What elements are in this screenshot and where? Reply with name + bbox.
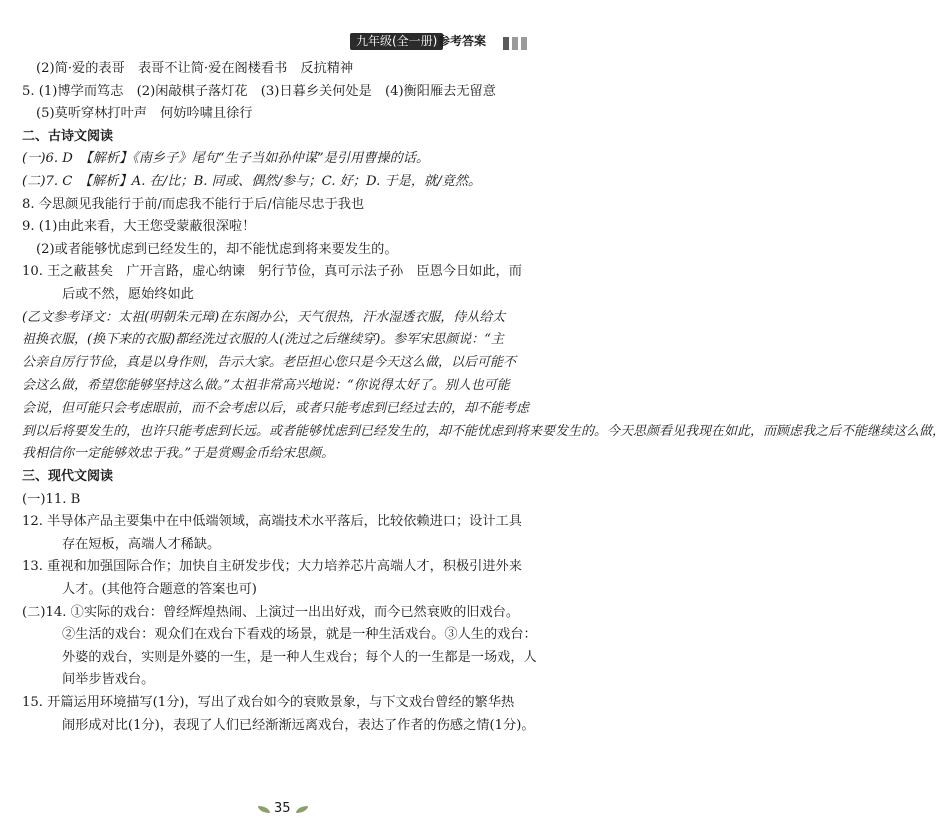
answer-line: (5)莫听穿林打叶声 何妨吟啸且徐行: [36, 106, 253, 122]
answer-line: 间举步皆戏台。: [62, 672, 155, 688]
answer-line: 人才。(其他符合题意的答案也可): [62, 582, 257, 598]
header-decoration: [503, 35, 530, 54]
answer-line: 10. 王之蔽甚矣 广开言路，虚心纳谏 躬行节俭，真可示法子孙 臣恩今日如此，而: [22, 264, 522, 280]
section-heading: 二、古诗文阅读: [22, 128, 114, 144]
answer-line: 后或不然，愿始终如此: [62, 286, 194, 302]
page-footer: [0, 800, 572, 830]
answer-line: 8. 今思颜见我能行于前/而虑我不能行于后/信能尽忠于我也: [22, 196, 365, 212]
answer-line: (2)或者能够忧虑到已经发生的，却不能忧虑到将来要发生的。: [36, 241, 398, 257]
answer-line: 13. 重视和加强国际合作；加快自主研发步伐；大力培养芯片高端人才，积极引进外来: [22, 559, 522, 575]
answer-line: 5. (1)博学而笃志 (2)闲敲棋子落灯花 (3)日暮乡关何处是 (4)衡阳雁去无留意: [22, 83, 496, 99]
answer-line: (二)14. ①实际的戏台：曾经辉煌热闹、上演过一出出好戏，而今已然衰败的旧戏台。: [22, 604, 520, 620]
answer-line: 会说，但可能只会考虑眼前，而不会考虑以后，或者只能考虑到已经过去的，却不能考虑: [22, 400, 530, 416]
answer-line: 我相信你一定能够效忠于我。”于是赏赐金币给宋思颜。: [22, 446, 335, 462]
leaf-right-icon: [296, 806, 308, 813]
answer-line: 祖换衣服，(换下来的衣服)都经洗过衣服的人(洗过之后继续穿)。参军宋思颜说：“主: [22, 332, 504, 348]
leaf-left-icon: [258, 806, 270, 813]
answer-line: 存在短板，高端人才稀缺。: [62, 536, 221, 552]
answer-line: 会这么做，希望您能够坚持这么做。”太祖非常高兴地说：“你说得太好了。别人也可能: [22, 377, 510, 393]
answer-line: 闹形成对比(1分)，表现了人们已经渐渐远离戏台，表达了作者的伤感之情(1分)。: [62, 717, 535, 733]
answer-line: (乙文参考译文：太祖(明朝朱元璋)在东阁办公，天气很热，汗水湿透衣服，侍从给太: [22, 309, 506, 325]
answer-line: ②生活的戏台：观众们在戏台下看戏的场景，就是一种生活戏台。③人生的戏台：: [62, 627, 537, 643]
answer-label: 参考答案: [438, 34, 487, 48]
answer-line: 12. 半导体产品主要集中在中低端领域，高端技术水平落后，比较依赖进口；设计工具: [22, 514, 522, 530]
answer-content: [22, 58, 945, 737]
page-header: [0, 0, 572, 56]
answer-line: 到以后将要发生的，也许只能考虑到长远。或者能够忧虑到已经发生的，却不能忧虑到将来要发生的。今天思颜看见我现在如此，而顾虑我之后不能继续这么做，: [22, 423, 945, 439]
answer-line: 外婆的戏台，实则是外婆的一生，是一种人生戏台；每个人的一生都是一场戏，人: [62, 649, 537, 665]
answer-line: (一)6. D 【解析】《南乡子》尾句“生子当如孙仲谋”是引用曹操的话。: [22, 151, 430, 167]
grade-tag: 九年级(全一册): [350, 33, 443, 50]
answer-line: 9. (1)由此来看，大王您受蒙蔽很深啦！: [22, 219, 256, 235]
page-number: 35: [274, 801, 291, 816]
answer-line: (二)7. C 【解析】A. 在/比；B. 同或、偶然/参与；C. 好；D. 于是，就/竟然。: [22, 173, 482, 189]
answer-line: (一)11. B: [22, 491, 81, 507]
section-heading: 三、现代文阅读: [22, 469, 114, 485]
answer-line: (2)简·爱的表哥 表哥不让简·爱在阁楼看书 反抗精神: [36, 61, 354, 76]
answer-line: 15. 开篇运用环境描写(1分)，写出了戏台如今的衰败景象，与下文戏台曾经的繁华热: [22, 695, 515, 711]
answer-line: 公亲自厉行节俭，真是以身作则，告示大家。老臣担心您只是今天这么做，以后可能不: [22, 355, 517, 371]
